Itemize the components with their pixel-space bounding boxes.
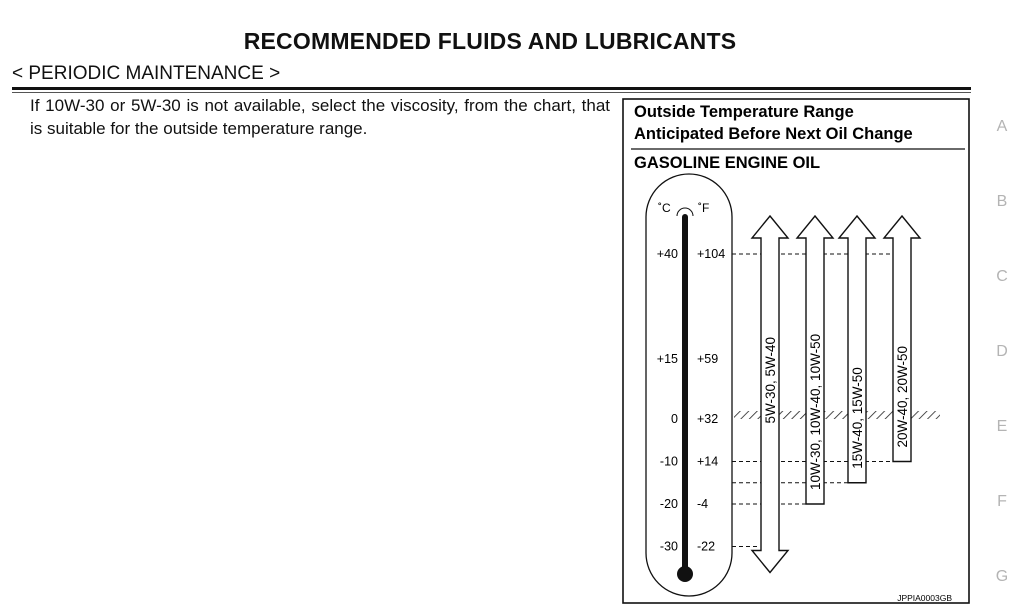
instruction-paragraph: If 10W-30 or 5W-30 is not available, select the viscosity, from the chart, that is suitable for the outside temperature range. bbox=[30, 96, 610, 138]
tick-label-f: +104 bbox=[697, 247, 726, 261]
margin-tab-c: C bbox=[996, 268, 1008, 285]
tick-label-c: +15 bbox=[656, 352, 678, 366]
chart-svg bbox=[622, 96, 972, 606]
figure-id: JPPIA0003GB bbox=[897, 593, 952, 603]
tick-label-f: -22 bbox=[697, 539, 716, 554]
margin-tab-g: G bbox=[995, 568, 1009, 585]
figure-subheader: GASOLINE ENGINE OIL bbox=[634, 154, 821, 172]
thermometer-bulb bbox=[677, 566, 693, 582]
figure-header-line1: Outside Temperature Range bbox=[634, 103, 854, 121]
header-rule-thin bbox=[12, 92, 971, 93]
thermometer-body bbox=[646, 174, 732, 596]
tick-label-c: 0 bbox=[671, 412, 678, 426]
tick-label-f: +32 bbox=[697, 412, 719, 426]
tick-label-c: -10 bbox=[659, 454, 678, 469]
tick-label-c: +40 bbox=[656, 247, 678, 261]
page-title: RECOMMENDED FLUIDS AND LUBRICANTS bbox=[243, 28, 737, 54]
header-rule bbox=[12, 87, 971, 90]
viscosity-label: 20W-40, 20W-50 bbox=[895, 345, 910, 448]
viscosity-label: 15W-40, 15W-50 bbox=[850, 367, 865, 469]
margin-tab-f: F bbox=[997, 493, 1007, 510]
margin-tab-b: B bbox=[996, 193, 1008, 210]
margin-tab-d: D bbox=[996, 343, 1008, 360]
oil-viscosity-chart bbox=[622, 96, 972, 606]
unit-fahrenheit: ˚F bbox=[698, 201, 710, 215]
figure-header-line2: Anticipated Before Next Oil Change bbox=[634, 125, 913, 143]
section-heading: < PERIODIC MAINTENANCE > bbox=[12, 63, 281, 84]
unit-celsius: ˚C bbox=[658, 201, 671, 215]
tick-label-c: -20 bbox=[659, 497, 678, 511]
viscosity-label: 5W-30, 5W-40 bbox=[763, 336, 778, 424]
tick-label-f: +59 bbox=[697, 352, 719, 366]
viscosity-label: 10W-30, 10W-40, 10W-50 bbox=[808, 333, 823, 490]
tick-label-f: -4 bbox=[697, 497, 709, 511]
thermometer-tube bbox=[682, 214, 688, 574]
tick-label-f: +14 bbox=[697, 454, 719, 469]
margin-tab-e: E bbox=[996, 418, 1008, 435]
tick-label-c: -30 bbox=[659, 539, 678, 554]
margin-tab-a: A bbox=[996, 118, 1008, 135]
